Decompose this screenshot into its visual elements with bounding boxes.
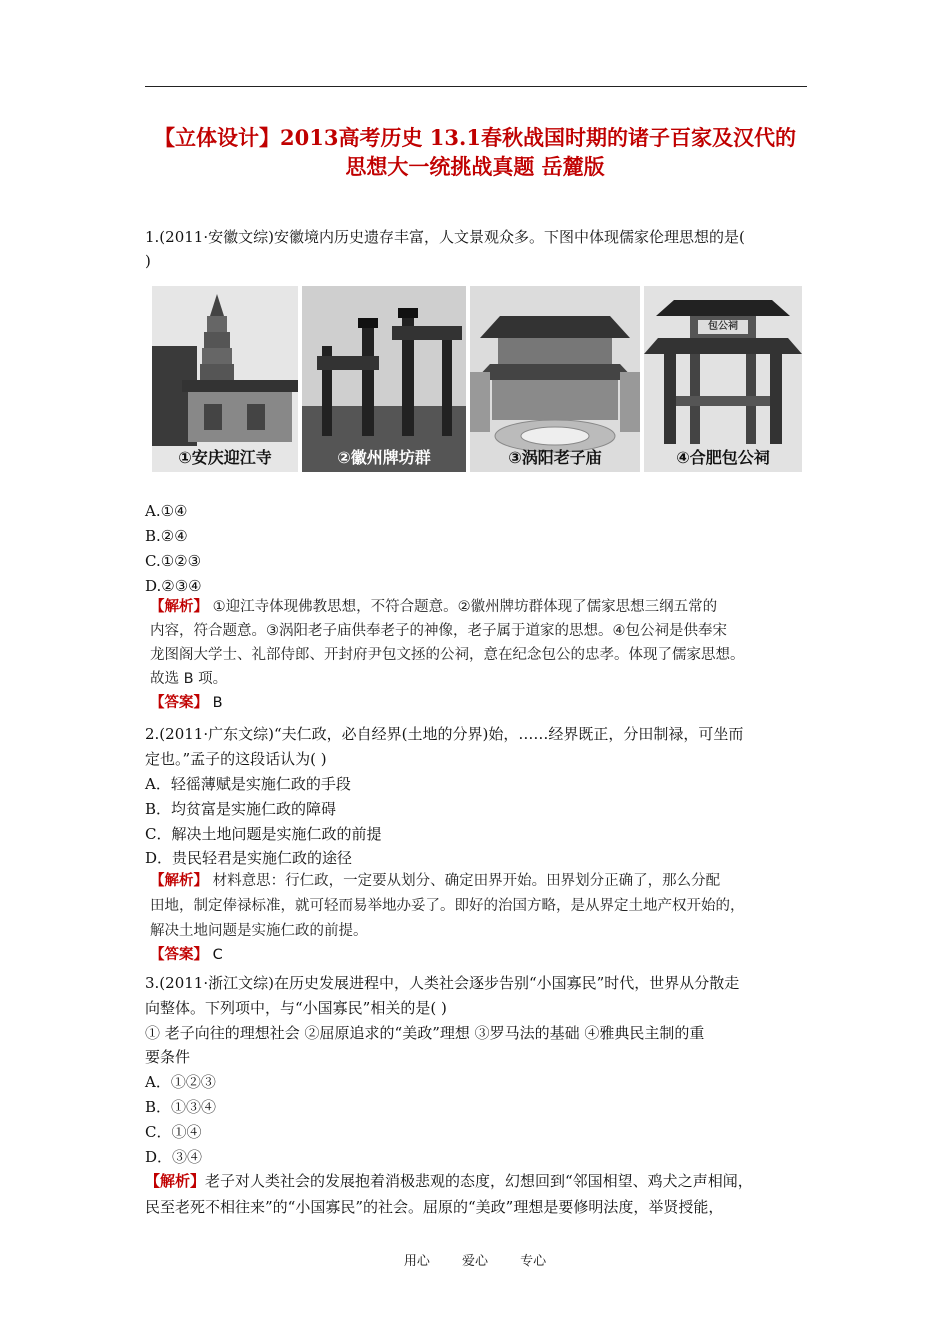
answer-value: B [212, 695, 223, 711]
photo-caption: ②徽州牌坊群 [337, 448, 431, 467]
analysis-label: 【解析】 [145, 1172, 206, 1190]
photo-caption: ①安庆迎江寺 [178, 448, 272, 467]
q3-analysis-line-1: 【解析】老子对人类社会的发展抱着消极悲观的态度，幻想回到“邻国相望、鸡犬之声相闻， [145, 1172, 753, 1190]
photo-baogong-shrine [644, 286, 802, 472]
footer-item: 专心 [520, 1254, 547, 1269]
header-rule [145, 86, 807, 87]
q3-stem-line-2: 向整体。下列项中，与“小国寡民”相关的是( ) [145, 999, 447, 1017]
q2-option-c: C．解决土地问题是实施仁政的前提 [145, 825, 382, 843]
q3-option-b: B．①③④ [145, 1098, 217, 1116]
q3-option-a: A．①②③ [145, 1073, 216, 1091]
answer-label: 【答案】 [150, 947, 208, 963]
analysis-label: 【解析】 [150, 599, 208, 615]
document-title [130, 123, 820, 181]
page-footer [0, 1250, 950, 1269]
q3-option-c: C．①④ [145, 1123, 202, 1141]
q3-option-d: D．③④ [145, 1148, 203, 1166]
title-line-1: 【立体设计】2013高考历史 13.1春秋战国时期的诸子百家及汉代的 [154, 125, 796, 150]
q1-analysis-line-4: 故选 B 项。 [150, 671, 228, 687]
q1-stem-line-1: 1.(2011·安徽文综)安徽境内历史遗存丰富，人文景观众多。下图中体现儒家伦理思想的是( [145, 228, 745, 246]
photo-caption: ③涡阳老子庙 [508, 448, 602, 467]
q1-answer [150, 692, 223, 715]
footer-item: 用心 [403, 1254, 430, 1269]
q2-answer [150, 944, 223, 967]
q1-option-c: C.①②③ [145, 552, 202, 570]
q3-stem-line-3: ① 老子向往的理想社会 ②屈原追求的“美政”理想 ③罗马法的基础 ④雅典民主制的重 [145, 1024, 705, 1042]
q1-option-b: B.②④ [145, 527, 188, 545]
q1-photo-strip [152, 286, 802, 472]
q2-stem-line-1: 2.(2011·广东文综)“夫仁政，必自经界(土地的分界)始，……经界既正，分田制禄，可坐而 [145, 725, 744, 743]
photo-laozi-temple [470, 286, 640, 472]
q2-option-d: D．贵民轻君是实施仁政的途径 [145, 849, 353, 867]
q1-analysis-line-2: 内容，符合题意。③涡阳老子庙供奉老子的神像，老子属于道家的思想。④包公祠是供奉宋 [150, 623, 727, 639]
q2-option-a: A．轻徭薄赋是实施仁政的手段 [145, 775, 351, 793]
q2-analysis-line-1: 【解析】 材料意思：行仁政，一定要从划分、确定田界开始。田界划分正确了，那么分配 [150, 873, 721, 889]
q1-option-a: A.①④ [145, 502, 188, 520]
q2-stem-line-2: 定也。”孟子的这段话认为( ) [145, 750, 327, 768]
q3-stem-line-1: 3.(2011·浙江文综)在历史发展进程中，人类社会逐步告别“小国寡民”时代，世界从分散走 [145, 974, 740, 992]
photo-huizhou-archways [302, 286, 466, 472]
shrine-sign: 包公祠 [708, 321, 738, 332]
photo-caption: ④合肥包公祠 [676, 448, 770, 467]
q2-analysis-line-3: 解决土地问题是实施仁政的前提。 [150, 923, 368, 939]
footer-item: 爱心 [461, 1254, 488, 1269]
analysis-label: 【解析】 [150, 873, 208, 889]
q1-analysis-line-1: 【解析】 ①迎江寺体现佛教思想，不符合题意。②徽州牌坊群体现了儒家思想三纲五常的 [150, 599, 718, 615]
q1-stem-line-2: ) [145, 252, 151, 270]
q3-analysis-line-2: 民至老死不相往来”的“小国寡民”的社会。屈原的“美政”理想是要修明法度，举贤授能， [145, 1198, 724, 1216]
q1-option-d: D.②③④ [145, 577, 202, 595]
photo-yingjiang-temple [152, 286, 298, 472]
q2-analysis-line-2: 田地，制定俸禄标准，就可轻而易举地办妥了。即好的治国方略，是从界定土地产权开始的， [150, 898, 745, 914]
answer-value: C [212, 947, 223, 963]
q3-stem-line-4: 要条件 [145, 1048, 191, 1066]
answer-label: 【答案】 [150, 695, 208, 711]
q1-analysis-line-3: 龙图阁大学士、礼部侍郎、开封府尹包文拯的公祠，意在纪念包公的忠孝。体现了儒家思想。 [150, 647, 745, 663]
title-line-2: 思想大一统挑战真题 岳麓版 [345, 154, 605, 179]
q2-option-b: B．均贫富是实施仁政的障碍 [145, 800, 337, 818]
